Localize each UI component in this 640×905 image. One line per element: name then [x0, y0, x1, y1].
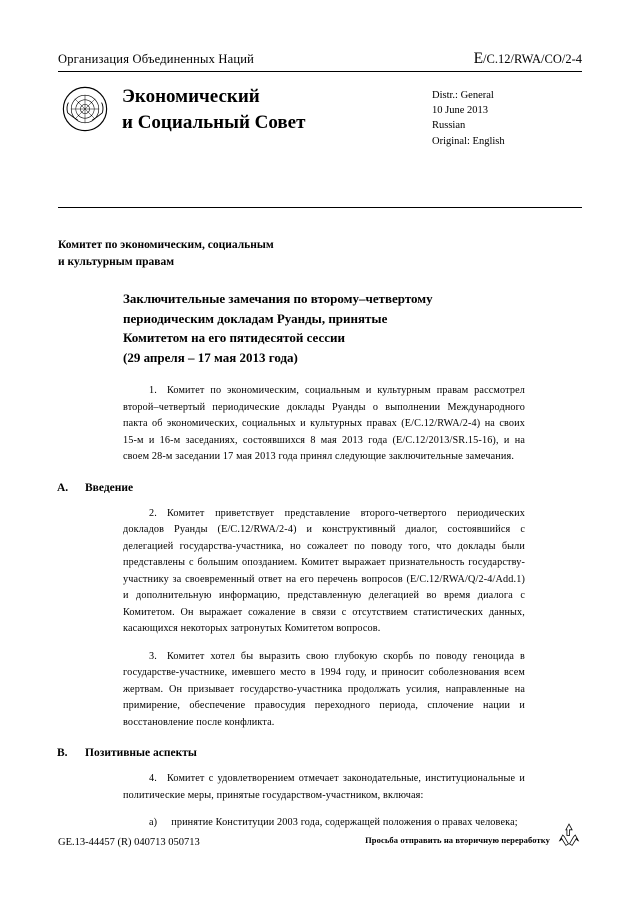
distr-line-3: Russian [432, 120, 466, 132]
paragraph [123, 771, 525, 804]
distr-line-4: Original: English [432, 135, 505, 147]
paragraph [123, 506, 525, 638]
committee-name [58, 237, 398, 270]
distr-line-2: 10 June 2013 [432, 105, 488, 117]
page-title-line4: (29 апреля – 17 мая 2013 года) [123, 349, 298, 365]
paragraph-text: Комитет хотел бы выразить свою глубокую скорбь по поводу геноцида в государстве-участнике, имевшего место в 1994 году, и приносит соболезнования всем жертвам. Он призывает государство-участника продолжать усилия, направленные на примирение, обеспечение правосудия переходного периода, сплочение нации и восстановление после конфликта. [123, 650, 525, 728]
section-title-b: Позитивные аспекты [85, 747, 197, 760]
masthead [58, 84, 582, 149]
distribution-block [432, 88, 582, 149]
document-symbol-rest: /C.12/RWA/CO/2-4 [483, 52, 582, 66]
committee-name-line2: и культурным правам [58, 255, 175, 268]
masthead-title-line2: и Социальный Совет [122, 111, 306, 133]
header-top-row [58, 50, 582, 68]
document-footer [58, 822, 582, 848]
un-emblem-icon [62, 86, 108, 132]
header-divider-bottom [58, 207, 582, 208]
page-title-line2: периодическим докладам Руанды, принятые [123, 310, 388, 326]
paragraph-number: 4. [149, 773, 157, 785]
recycle-note-group [365, 822, 582, 848]
organization-name: Организация Объединенных Наций [58, 52, 255, 66]
paragraph-text: Комитет по экономическим, социальным и культурным правам рассмотрел второй–четвертый периодические доклады Руанды о выполнении Международного пакта об экономических, социальных и культурных правах (E/C.12/RWA/2-4) на своих 15-м и 16-м заседаниях, состоявшихся 8 мая 2013 года (E/C.12/2013/SR.15-16), и на своем 28-м заседании 17 мая 2013 года принял следующие заключительные замечания. [123, 385, 525, 463]
paragraph-number: 1. [149, 385, 157, 396]
section-letter-a: A. [57, 481, 69, 494]
header-divider-top [58, 71, 582, 72]
paragraph-number: 2. [149, 507, 157, 519]
paragraph-text: Комитет приветствует представление второго-четвертого периодических докладов Руанды (E/C.12/RWA/2-4) и конструктивный диалог, состоявшийся с делегацией государства-участника, но сожалеет по поводу того, что доклады были представлены с большим опозданием. Комитет выражает признательность государству-участнику за своевременный ответ на его перечень вопросов (E/C.12/RWA/Q/2-4/Add.1) и дополнительную информацию, представленную делегацией во время диалога с Комитетом. Он выражает сожаление в связи с отсутствием статистических данных, касающихся некоторых затронутых Комитетом вопросов. [123, 507, 525, 635]
paragraph [123, 383, 525, 466]
paragraph [123, 649, 525, 732]
masthead-title-line1: Экономический [122, 86, 260, 107]
committee-name-line1: Комитет по экономическим, социальным [58, 239, 274, 251]
subparagraph-label: a) [149, 817, 158, 829]
paragraph-number: 3. [149, 650, 157, 662]
distr-line-1: Distr.: General [432, 90, 494, 101]
section-letter-b: B. [57, 747, 68, 760]
page-title-line3: Комитетом на его пятидесятой сессии [123, 330, 345, 345]
section-heading-a [57, 482, 525, 494]
section-heading-b [57, 747, 525, 759]
masthead-title [122, 84, 432, 135]
page-title [123, 289, 525, 367]
page-title-line1: Заключительные замечания по второму–четвертому [123, 291, 433, 306]
recycle-note: Просьба отправить на вторичную переработку [365, 835, 550, 845]
subparagraph-text: принятие Конституции 2003 года, содержащей положения о правах человека; [171, 817, 518, 829]
job-number: GE.13-44457 (R) 040713 050713 [58, 837, 200, 848]
section-title-a: Введение [85, 481, 134, 494]
recycle-icon [556, 822, 582, 848]
paragraph-text: Комитет с удовлетворением отмечает законодательные, институциональные и политические меры, принятые государством-участником, включая: [123, 773, 525, 801]
document-symbol-prefix: E [473, 50, 484, 67]
document-symbol [474, 50, 582, 68]
document-header [58, 50, 582, 208]
